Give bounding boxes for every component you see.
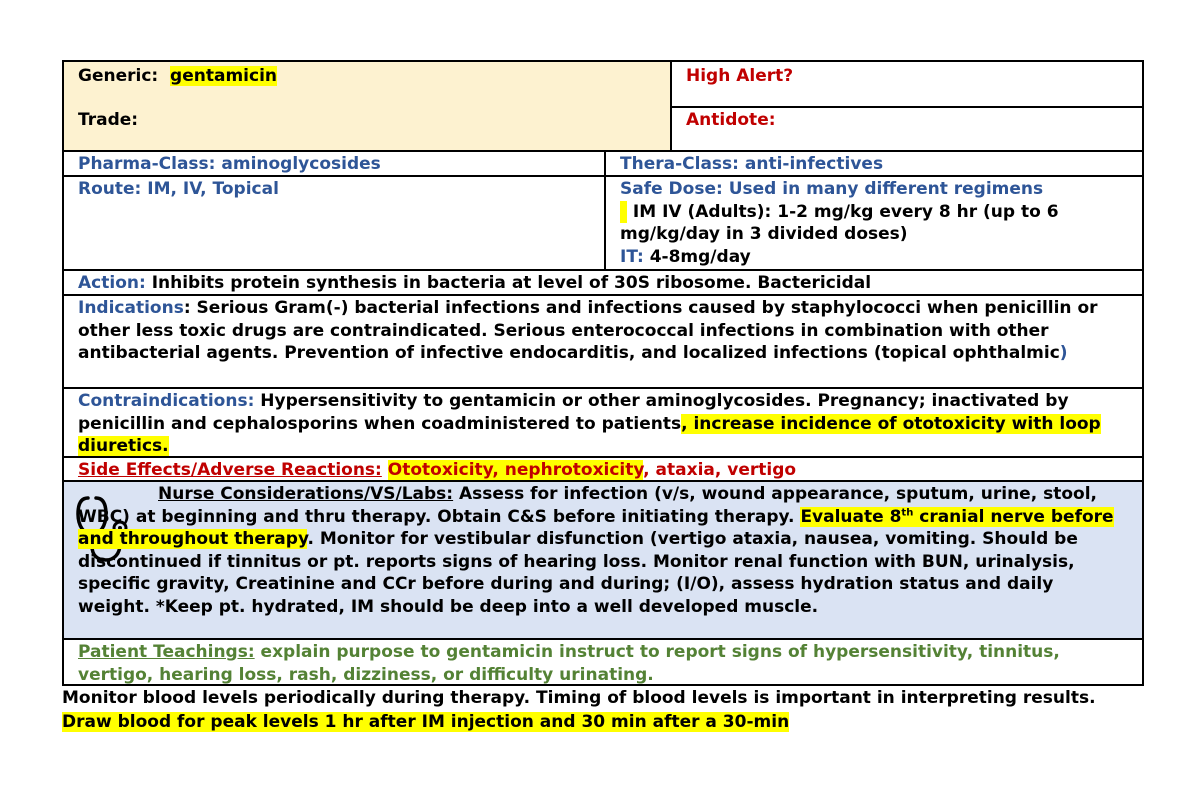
teachings-cell: [64, 640, 1142, 687]
thera-class: [604, 152, 1142, 175]
trade-cell: [64, 106, 670, 150]
pharma-class-text: Pharma-Class: aminoglycosides: [78, 154, 381, 174]
high-alert-cell: [670, 62, 1142, 106]
indications-cell: [64, 296, 1142, 366]
contraindications-cell: [64, 389, 1142, 459]
row-class: [62, 152, 1144, 177]
antidote-label: Antidote:: [686, 110, 776, 130]
teachings-label: Patient Teachings:: [78, 642, 255, 662]
row-indications: [62, 296, 1144, 389]
pharma-class: [64, 152, 604, 175]
generic-cell: [64, 62, 670, 106]
nurse-cell: [64, 482, 1142, 619]
thera-class-text: Thera-Class: anti-infectives: [620, 154, 884, 174]
nurse-text2: . Monitor for vestibular disfunction (vertigo ataxia, nausea, vomiting. Should be discontinued if tinnitus or pt. reports signs of hearing loss. Monitor renal function with BUN, urinalysis, specific gravity, Creatinine and CCr before during and during; (I/O), assess hydration status and daily weight. *Keep pt. hydrated, IM should be deep into a well developed muscle.: [78, 529, 1078, 617]
nurse-hl-sup: th: [901, 506, 914, 518]
contraindications-text: Hypersensitivity to gentamicin or other aminoglycosides. Pregnancy; inactivated by penicillin and cephalosporins when coadministered to patients: [78, 391, 1069, 434]
nurse-hl-post: cranial nerve before and throughout therapy: [78, 506, 1114, 549]
antidote-cell: [670, 106, 1142, 150]
nurse-label: Nurse Considerations/VS/Labs:: [158, 484, 454, 504]
row-trade: [62, 106, 1144, 152]
teachings-text: explain purpose to gentamicin instruct to report signs of hypersensitivity, tinnitus, vertigo, hearing loss, rash, dizziness, or difficulty urinating.: [78, 642, 1060, 685]
side-effects-cell: [64, 458, 1142, 483]
nurse-text1: Assess for infection (v/s, wound appearance, sputum, urine, stool, WBC) at beginning and thru therapy. Obtain C&S before initiating therapy.: [78, 484, 1097, 527]
blood-levels-text: Monitor blood levels periodically during therapy. Timing of blood levels is important in interpreting results.: [62, 688, 1096, 708]
indications-close: ): [1059, 343, 1068, 363]
route-cell: [64, 177, 604, 269]
blood-levels-note: [62, 686, 1142, 734]
blood-levels-highlight: Draw blood for peak levels 1 hr after IM injection and 30 min after a 30-min: [62, 712, 790, 732]
side-effects-label: Side Effects/Adverse Reactions:: [78, 460, 382, 480]
generic-label: Generic:: [78, 66, 159, 86]
safe-dose-line1: IM IV (Adults): 1-2 mg/kg every 8 hr (up to 6 mg/kg/day in 3 divided doses): [620, 201, 1059, 244]
route-text: Route: IM, IV, Topical: [78, 179, 279, 199]
row-route: [62, 177, 1144, 271]
row-generic: [62, 60, 1144, 108]
row-action: [62, 271, 1144, 296]
safe-dose-title: Safe Dose: Used in many different regimens: [620, 179, 1044, 199]
safe-dose-cell: [604, 177, 1142, 269]
contraindications-highlight: , increase incidence of ototoxicity with loop diuretics.: [78, 413, 1101, 456]
contraindications-label: Contraindications:: [78, 391, 255, 411]
nurse-hl-pre: Evaluate 8: [800, 506, 902, 527]
safe-dose-it: [620, 246, 1128, 269]
it-label: IT:: [620, 246, 644, 267]
it-value: 4-8mg/day: [643, 246, 751, 267]
high-alert-label: High Alert?: [686, 66, 794, 86]
generic-value: gentamicin: [170, 66, 277, 86]
row-nurse: [62, 482, 1144, 640]
indications-label: Indications: [78, 298, 184, 318]
row-side-effects: [62, 458, 1144, 482]
action-label: Action:: [78, 273, 146, 293]
row-teachings: [62, 640, 1144, 686]
trade-label: Trade:: [78, 110, 139, 130]
safe-dose-adult: [620, 201, 1128, 246]
row-contraindications: [62, 389, 1144, 458]
action-cell: [64, 271, 1142, 296]
action-text: Inhibits protein synthesis in bacteria at level of 30S ribosome. Bactericidal: [145, 273, 872, 293]
side-effects-rest: , ataxia, vertigo: [643, 460, 797, 480]
indications-text: : Serious Gram(-) bacterial infections and infections caused by staphylococci when penicillin or other less toxic drugs are contraindicated. Serious enterococcal infections in combination with other antibacterial agents. Prevention of infective endocarditis, and localized infections (topical ophthalmic: [78, 298, 1098, 363]
side-effects-highlight: Ototoxicity, nephrotoxicity: [387, 460, 644, 480]
